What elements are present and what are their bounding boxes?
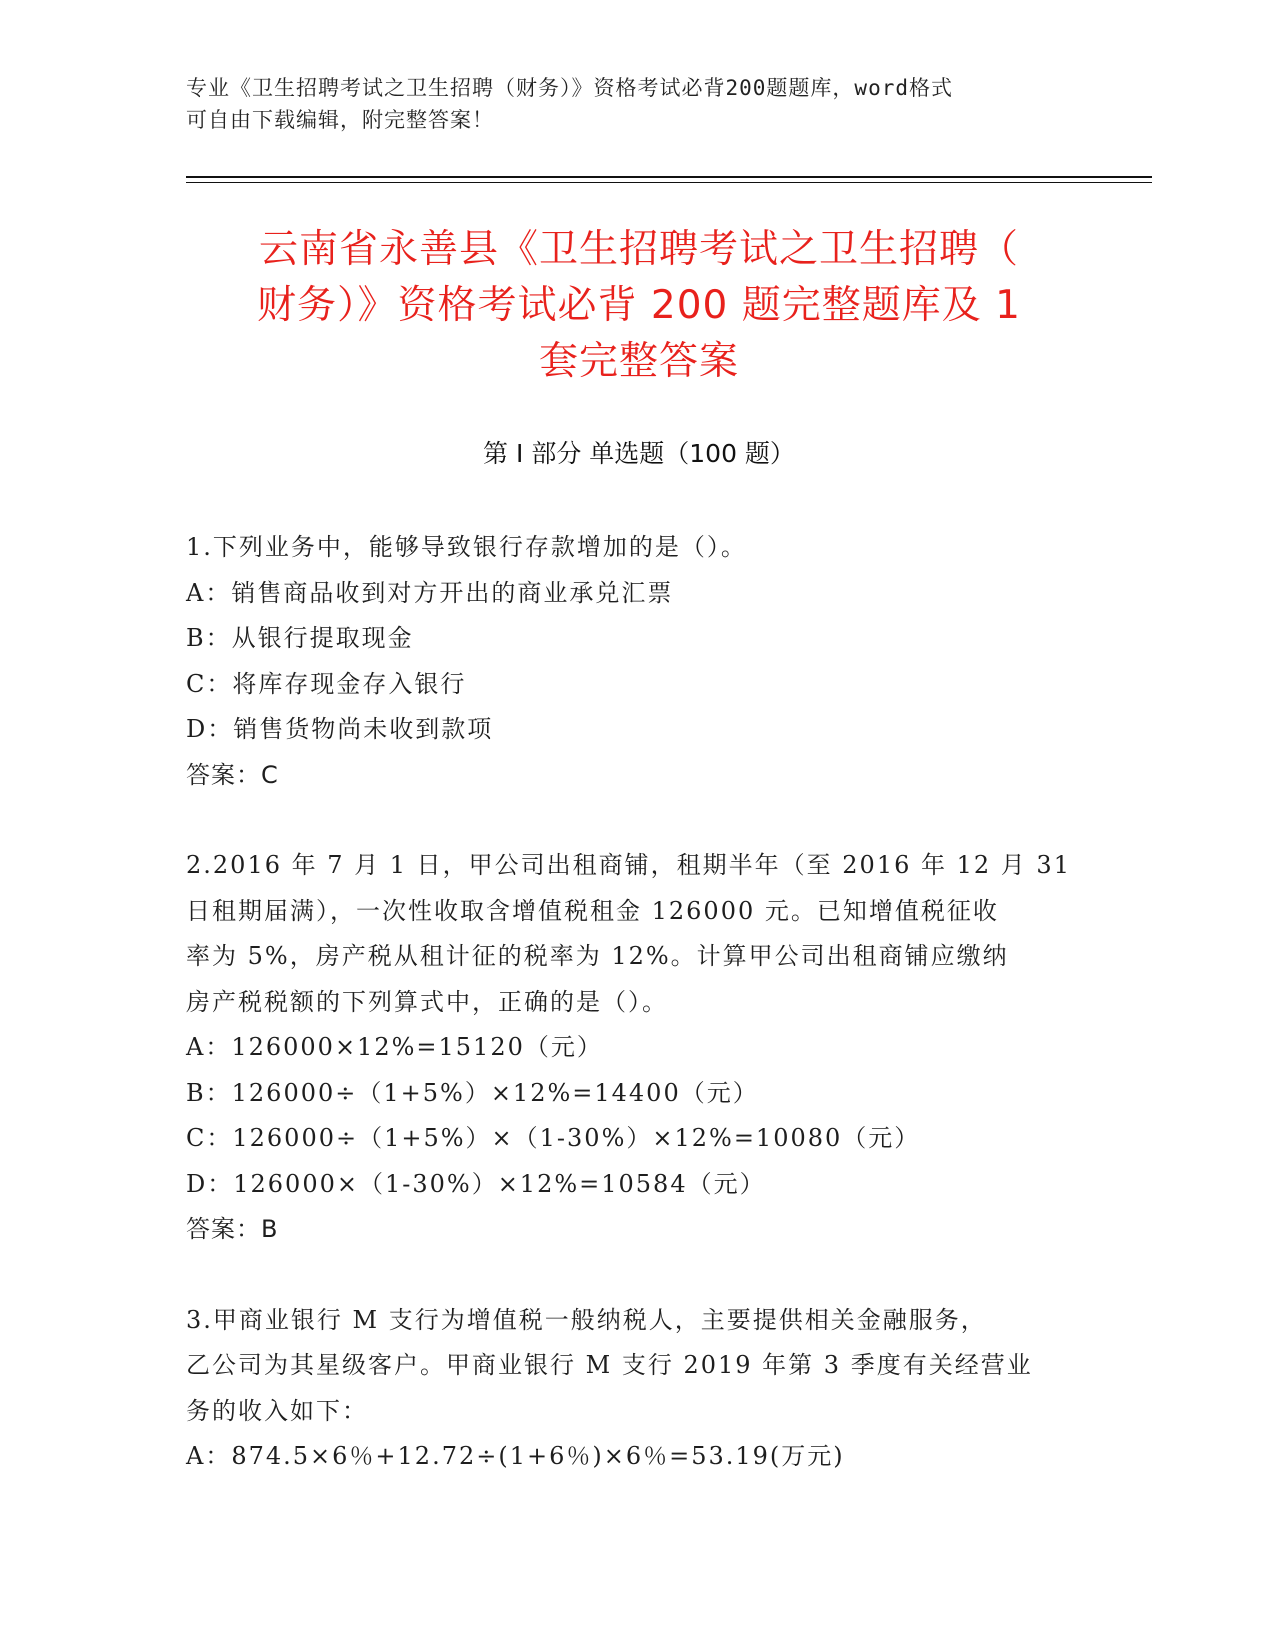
question-stem: 率为 5%，房产税从租计征的税率为 12%。计算甲公司出租商铺应缴纳: [186, 942, 1009, 970]
document-title-line-3: 套完整答案: [538, 339, 739, 384]
question-3: [186, 1298, 1072, 1480]
option-c: C：将库存现金存入银行: [186, 669, 467, 698]
document-title: [186, 222, 1092, 390]
question-stem: 日租期届满），一次性收取含增值税租金 126000 元。已知增值税征收: [186, 896, 999, 925]
question-stem: 务的收入如下：: [186, 1396, 368, 1425]
answer: 答案：C: [186, 760, 279, 789]
header-note-line-2: 可自由下载编辑，附完整答案！: [186, 108, 494, 132]
option-a: A：126000×12%=15120（元）: [186, 1033, 603, 1061]
question-1: [186, 525, 1072, 798]
option-b: B：从银行提取现金: [186, 624, 414, 652]
document-title-line-1: 云南省永善县《卫生招聘考试之卫生招聘（: [258, 227, 1019, 272]
question-stem: 房产税税额的下列算式中，正确的是（）。: [186, 987, 668, 1016]
question-2: [186, 843, 1072, 1253]
header-note: [186, 72, 1066, 136]
question-stem: 1.下列业务中，能够导致银行存款增加的是（）。: [186, 533, 747, 561]
section-title: 第 I 部分 单选题（100 题）: [483, 439, 795, 468]
answer: 答案：B: [186, 1215, 279, 1243]
question-stem: 3.甲商业银行 M 支行为增值税一般纳税人，主要提供相关金融服务，: [186, 1305, 987, 1334]
question-stem: 乙公司为其星级客户。甲商业银行 M 支行 2019 年第 3 季度有关经营业: [186, 1351, 1033, 1379]
header-divider-thin: [186, 182, 1152, 183]
option-b: B：126000÷（1+5%）×12%=14400（元）: [186, 1078, 759, 1107]
question-stem: 2.2016 年 7 月 1 日，甲公司出租商铺，租期半年（至 2016 年 12 月 31: [186, 851, 1071, 879]
option-d: D：销售货物尚未收到款项: [186, 715, 494, 743]
question-list: [186, 525, 1072, 1480]
option-a: A：销售商品收到对方开出的商业承兑汇票: [186, 578, 674, 607]
header-divider-thick: [186, 176, 1152, 178]
header-note-line-1: 专业《卫生招聘考试之卫生招聘（财务）》资格考试必背200题题库，word格式: [186, 76, 953, 100]
document-title-line-2: 财务）》资格考试必背 200 题完整题库及 1: [257, 283, 1021, 328]
option-d: D：126000×（1-30%）×12%=10584（元）: [186, 1169, 766, 1198]
option-a: A：874.5×6％+12.72÷(1+6％)×6％=53.19(万元): [186, 1442, 845, 1470]
option-c: C：126000÷（1+5%）×（1-30%）×12%=10080（元）: [186, 1124, 921, 1152]
